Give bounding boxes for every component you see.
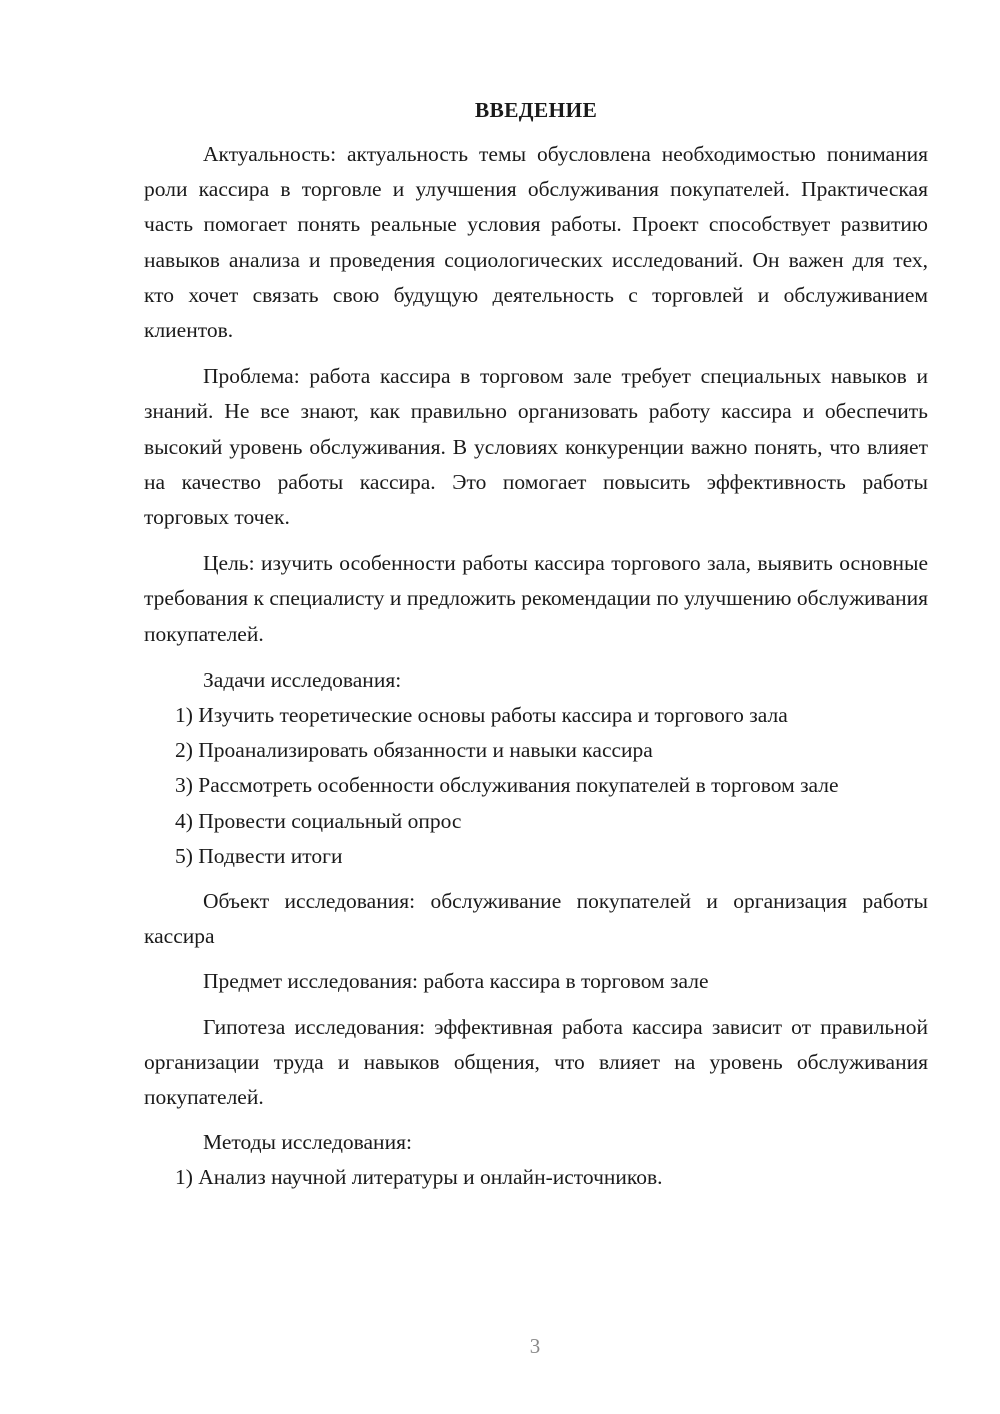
paragraph-goal: Цель: изучить особенности работы кассира торгового зала, выявить основные требования к специалисту и предложить рекомендации по улучшению обслуживания покупателей. bbox=[144, 551, 928, 646]
tasks-list bbox=[144, 698, 928, 874]
list-item-method-1: 1) Анализ научной литературы и онлайн-источников. bbox=[175, 1165, 663, 1190]
paragraph-subject: Предмет исследования: работа кассира в торговом зале bbox=[203, 969, 709, 994]
paragraph-relevance: Актуальность: актуальность темы обусловлена необходимостью понимания роли кассира в торговле и улучшения обслуживания покупателей. Практическая часть помогает понять реальные условия работы. Проект способствует развитию навыков анализа и проведения социологических исследований. Он важен для тех, кто хочет связать свою будущую деятельность с торговлей и обслуживанием клиентов. bbox=[144, 142, 928, 343]
list-item-task-3: 3) Рассмотреть особенности обслуживания покупателей в торговом зале bbox=[175, 773, 839, 798]
tasks-heading: Задачи исследования: bbox=[203, 667, 402, 692]
methods-list bbox=[144, 1160, 928, 1195]
list-item-task-5: 5) Подвести итоги bbox=[175, 843, 343, 868]
page-number: 3 bbox=[529, 1334, 541, 1358]
list-item-task-4: 4) Провести социальный опрос bbox=[175, 808, 462, 833]
paragraph-hypothesis: Гипотеза исследования: эффективная работа кассира зависит от правильной организации труда и навыков общения, что влияет на уровень обслуживания покупателей. bbox=[144, 1014, 928, 1110]
section-title: ВВЕДЕНИЕ bbox=[474, 98, 598, 122]
list-item-task-1: 1) Изучить теоретические основы работы кассира и торгового зала bbox=[175, 703, 788, 728]
paragraph-object: Объект исследования: обслуживание покупателей и организация работы кассира bbox=[144, 889, 928, 949]
methods-heading: Методы исследования: bbox=[203, 1130, 412, 1155]
list-item-task-2: 2) Проанализировать обязанности и навыки кассира bbox=[175, 738, 653, 763]
paragraph-problem: Проблема: работа кассира в торговом зале требует специальных навыков и знаний. Не все знают, как правильно организовать работу кассира и обеспечить высокий уровень обслуживания. В условиях конкуренции важно понять, что влияет на качество работы кассира. Это помогает повысить эффективность работы торговых точек. bbox=[144, 364, 928, 530]
page-content bbox=[144, 96, 928, 1196]
